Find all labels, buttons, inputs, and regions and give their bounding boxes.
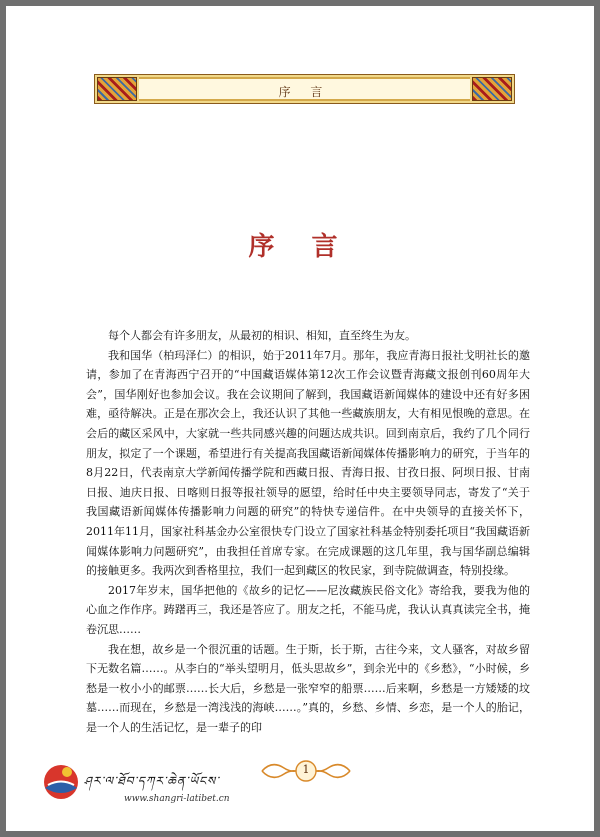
- body-text: [86, 326, 530, 737]
- document-page: [6, 6, 594, 831]
- paragraph-4: 我在想，故乡是一个很沉重的话题。生于斯，长于斯，古往今来，文人骚客，对故乡留下无数名篇……。从李白的“举头望明月，低头思故乡”，到余光中的《乡愁》，“小时候，乡愁是一枚小小的邮票……长大后，乡愁是一张窄窄的船票……后来啊，乡愁是一方矮矮的坟墓……而现在，乡愁是一湾浅浅的海峡……。”真的，乡愁、乡情、乡恋，是一个人的胎记，是一个人的生活记忆，是一辈子的印: [86, 642, 530, 734]
- paragraph-2: 我和国华（柏玛泽仁）的相识，始于2011年7月。那年，我应青海日报社戈明社长的邀请，参加了在青海西宁召开的“中国藏语媒体第12次工作会议暨青海藏文报创刊60周年大会”，国华刚好也参加会议。我在会议期间了解到，我国藏语新闻媒体的建设中还有好多困难，亟待解决。正是在那次会上，我还认识了其他一些藏族朋友，大有相见恨晚的意思。在会后的藏区采风中，大家就一些共同感兴趣的问题达成共识。回到南京后，我约了几个同行朋友，拟定了一个课题，希望进行有关提高我国藏语新闻媒体传播影响力的研究，于当年的8月22日，代表南京大学新闻传播学院和西藏日报、青海日报、甘孜日报、阿坝日报、甘南日报、迪庆日报、日喀则日报等报社领导的愿望，给时任中央主要领导同志，寄发了“关于我国藏语新闻媒体传播影响力问题的研究”的特快专递信件。在中央领导的直接关怀下，2011年11月，国家社科基金办公室很快专门设立了国家社科基金特别委托项目“我国藏语新闻媒体影响力问题研究”，由我担任首席专家。在完成课题的这几年里，我与国华副总编辑的接触更多。我两次到香格里拉，我们一起到藏区的牧民家，到寺院做调查，特别投缘。: [86, 348, 530, 578]
- page-title: 序 言: [248, 232, 352, 262]
- paragraph-1: 每个人都会有许多朋友，从最初的相识、相知，直至终生为友。: [108, 329, 416, 342]
- page-number-ornament: [260, 758, 352, 784]
- ornament-right-icon: [472, 77, 512, 101]
- header-band: [139, 77, 470, 101]
- paragraph-3: 2017年岁末，国华把他的《故乡的记忆——尼汝藏族民俗文化》寄给我，要我为他的心血之作作序。踌躇再三，我还是答应了。朋友之托，不能马虎，我认认真真读完全书，掩卷沉思……: [86, 583, 530, 636]
- ornament-left-icon: [97, 77, 137, 101]
- header-title: 序 言: [278, 85, 331, 99]
- page-number: 1: [302, 763, 310, 776]
- header-banner: [94, 74, 515, 104]
- footer-url: www.shangri-latibet.cn: [124, 794, 230, 804]
- footer-script-text: ཤར་ལ་ཐོབ་དཀར་ཆེན་ཡོངས་: [84, 774, 220, 788]
- site-logo-icon: [40, 758, 82, 800]
